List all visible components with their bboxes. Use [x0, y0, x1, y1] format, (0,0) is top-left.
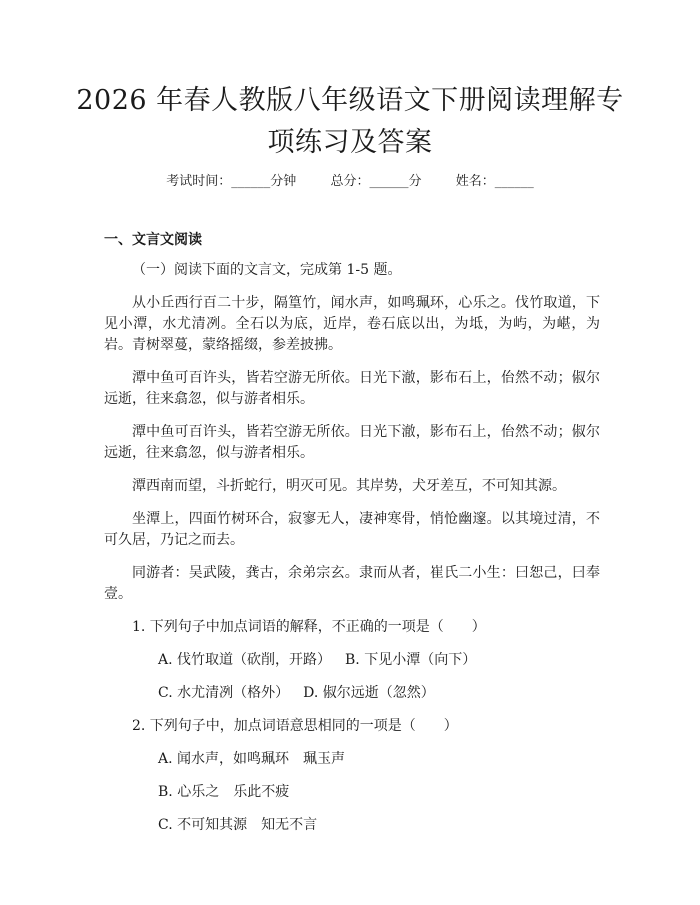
section-heading: 一、文言文阅读 [104, 232, 202, 248]
option-b: B. 下见小潭（向下） [345, 652, 477, 668]
question-1-options-row [158, 650, 600, 671]
passage-paragraph: 潭中鱼可百许头，皆若空游无所依。日光下澈，影布石上，佁然不动；俶尔远逝，往来翕忽，似与游者相乐。 [104, 424, 600, 461]
passage-paragraph: 从小丘西行百二十步，隔篁竹，闻水声，如鸣珮环，心乐之。伐竹取道，下见小潭，水尤清冽。全石以为底，近岸，卷石底以出，为坻，为屿，为嵁，为岩。青树翠蔓，蒙络摇缀，参差披拂。 [104, 295, 600, 353]
question-2-option-a: A. 闻水声，如鸣珮环 珮玉声 [158, 751, 346, 767]
question-2-stem: 2. 下列句子中，加点词语意思相同的一项是（ ） [132, 718, 458, 734]
question-2-option-b: B. 心乐之 乐此不疲 [158, 784, 290, 800]
option-c: C. 水尤清冽（格外） [158, 685, 290, 701]
reading-intro: （一）阅读下面的文言文，完成第 1-5 题。 [132, 262, 402, 278]
question-2-option-c: C. 不可知其源 知无不言 [158, 817, 318, 833]
question-1-stem: 1. 下列句子中加点词语的解释，不正确的一项是（ ） [132, 619, 486, 635]
title-line-1: 2026 年春人教版八年级语文下册阅读理解专 [76, 85, 624, 116]
passage-paragraph: 潭中鱼可百许头，皆若空游无所依。日光下澈，影布石上，佁然不动；俶尔远逝，往来翕忽，似与游者相乐。 [104, 370, 600, 407]
option-a: A. 伐竹取道（砍削，开路） [158, 652, 332, 668]
passage-paragraph: 潭西南而望，斗折蛇行，明灭可见。其岸势，犬牙差互，不可知其源。 [132, 478, 566, 494]
document-title [0, 80, 700, 164]
reading-body [104, 260, 600, 848]
passage-paragraph: 坐潭上，四面竹树环合，寂寥无人，凄神寒骨，悄怆幽邃。以其境过清，不可久居，乃记之而去。 [104, 511, 600, 548]
exam-name: 姓名：______ [455, 174, 534, 189]
exam-score: 总分：______分 [330, 174, 422, 189]
option-d: D. 俶尔远逝（忽然） [303, 685, 435, 701]
exam-meta [0, 172, 700, 192]
passage-paragraph: 同游者：吴武陵，龚古，余弟宗玄。隶而从者，崔氏二小生：曰恕己，曰奉壹。 [104, 565, 600, 602]
question-1-options-row [158, 683, 600, 704]
title-line-2: 项练习及答案 [267, 127, 433, 158]
exam-time: 考试时间：______分钟 [166, 174, 297, 189]
